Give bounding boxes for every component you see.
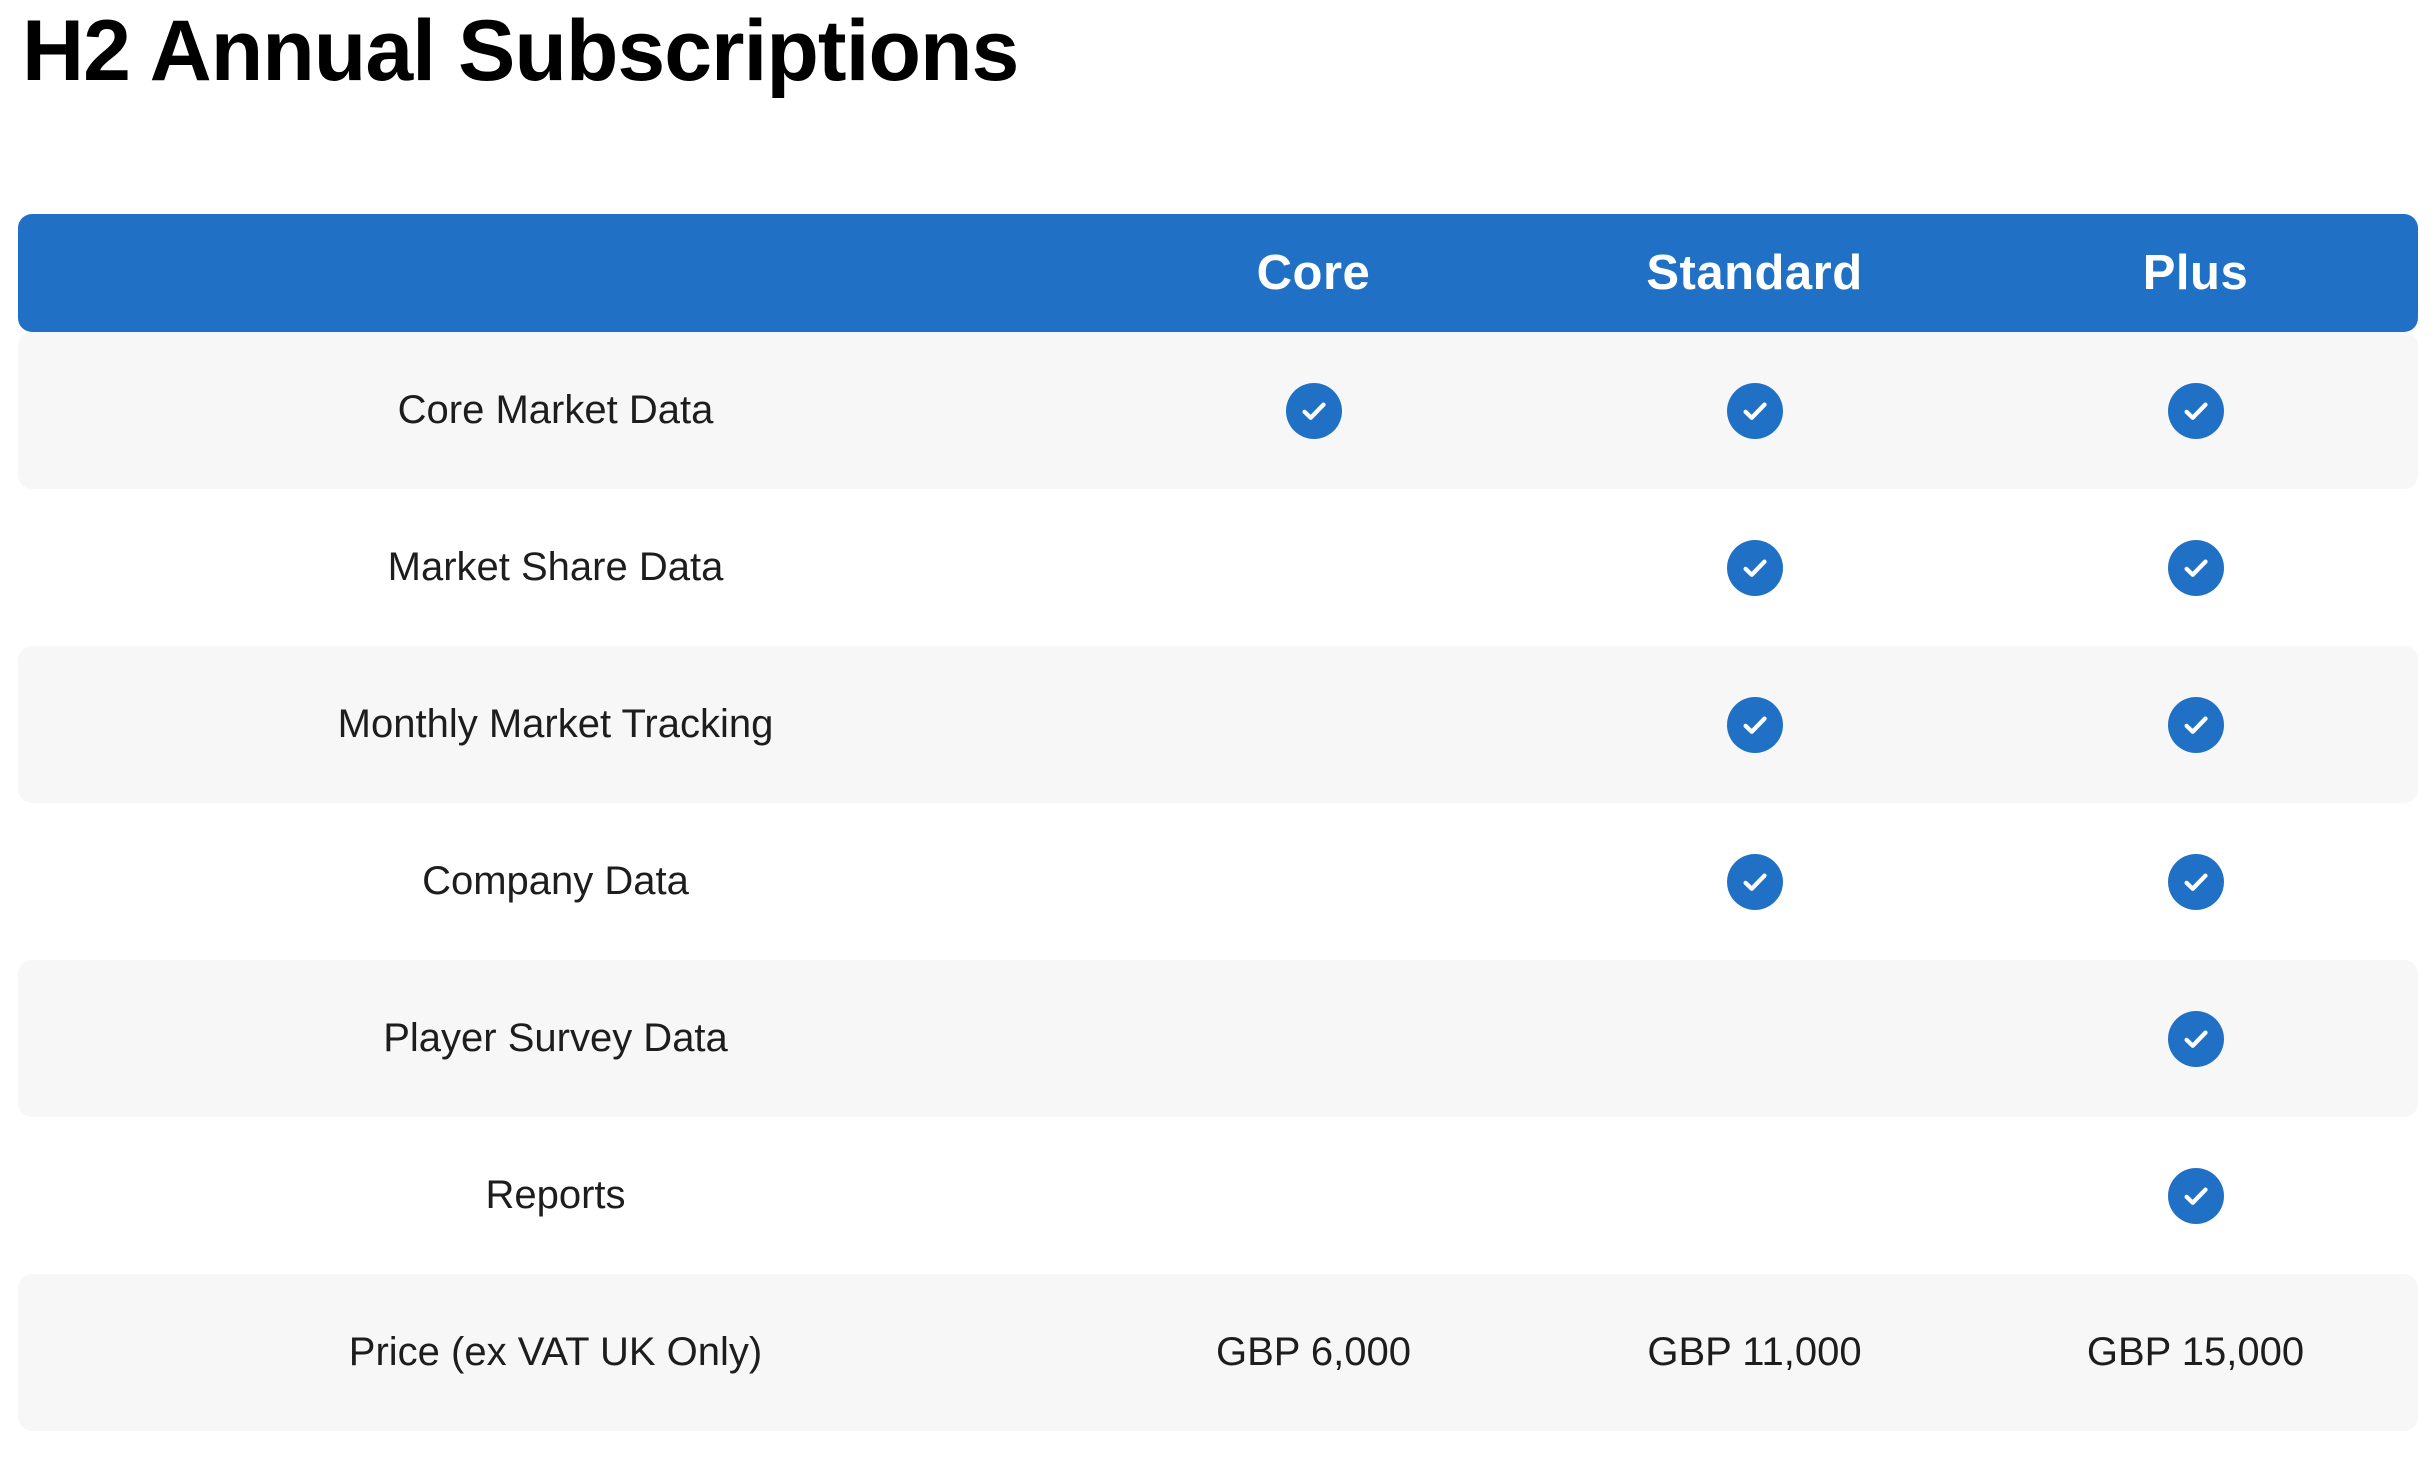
- table-row: [18, 803, 2418, 960]
- header-cell-plus: Plus: [2142, 246, 2249, 300]
- check-cell-plus: [1975, 1168, 2416, 1224]
- page-title: H2 Annual Subscriptions: [22, 3, 1019, 99]
- empty-cell-standard: [1534, 1011, 1975, 1067]
- header-cell-core: Core: [1256, 246, 1371, 300]
- feature-label: Market Share Data: [387, 545, 724, 589]
- check-icon: [2168, 383, 2224, 439]
- check-icon: [1727, 697, 1783, 753]
- table-row: [18, 1274, 2418, 1431]
- check-icon: [2168, 1011, 2224, 1067]
- feature-label: Player Survey Data: [383, 1016, 728, 1060]
- feature-label: Monthly Market Tracking: [337, 702, 774, 746]
- check-icon: [2168, 697, 2224, 753]
- check-cell-plus: [1975, 540, 2416, 596]
- empty-marker: [1286, 697, 1342, 753]
- check-icon: [2168, 540, 2224, 596]
- check-icon: [2168, 854, 2224, 910]
- pricing-page: [0, 3, 2436, 1460]
- empty-marker: [1727, 1011, 1783, 1067]
- table-row: [18, 332, 2418, 489]
- check-icon: [1286, 383, 1342, 439]
- price-cell-plus: GBP 15,000: [2086, 1330, 2305, 1374]
- pricing-comparison-table: [18, 214, 2418, 1431]
- empty-cell-core: [1093, 854, 1534, 910]
- check-cell-standard: [1534, 854, 1975, 910]
- empty-cell-standard: [1534, 1168, 1975, 1224]
- empty-marker: [1286, 1168, 1342, 1224]
- table-row: [18, 1117, 2418, 1274]
- price-cell-standard: GBP 11,000: [1647, 1330, 1862, 1374]
- feature-label: Price (ex VAT UK Only): [348, 1330, 763, 1374]
- table-body: [18, 332, 2418, 1431]
- feature-label: Company Data: [422, 859, 689, 903]
- empty-marker: [1286, 540, 1342, 596]
- table-row: [18, 489, 2418, 646]
- table-row: [18, 646, 2418, 803]
- header-cell-standard: Standard: [1646, 246, 1863, 300]
- empty-cell-core: [1093, 697, 1534, 753]
- check-icon: [1727, 383, 1783, 439]
- table-row: [18, 960, 2418, 1117]
- check-cell-standard: [1534, 697, 1975, 753]
- check-cell-standard: [1534, 383, 1975, 439]
- check-icon: [1727, 540, 1783, 596]
- empty-marker: [1286, 1011, 1342, 1067]
- check-cell-standard: [1534, 540, 1975, 596]
- feature-label: Core Market Data: [397, 388, 714, 432]
- check-icon: [1727, 854, 1783, 910]
- table-header-row: [18, 214, 2418, 332]
- check-cell-core: [1093, 383, 1534, 439]
- check-cell-plus: [1975, 697, 2416, 753]
- check-cell-plus: [1975, 854, 2416, 910]
- check-icon: [2168, 1168, 2224, 1224]
- feature-label: Reports: [485, 1173, 626, 1217]
- check-cell-plus: [1975, 1011, 2416, 1067]
- empty-cell-core: [1093, 1011, 1534, 1067]
- empty-cell-core: [1093, 540, 1534, 596]
- empty-cell-core: [1093, 1168, 1534, 1224]
- check-cell-plus: [1975, 383, 2416, 439]
- empty-marker: [1286, 854, 1342, 910]
- empty-marker: [1727, 1168, 1783, 1224]
- price-cell-core: GBP 6,000: [1216, 1330, 1411, 1374]
